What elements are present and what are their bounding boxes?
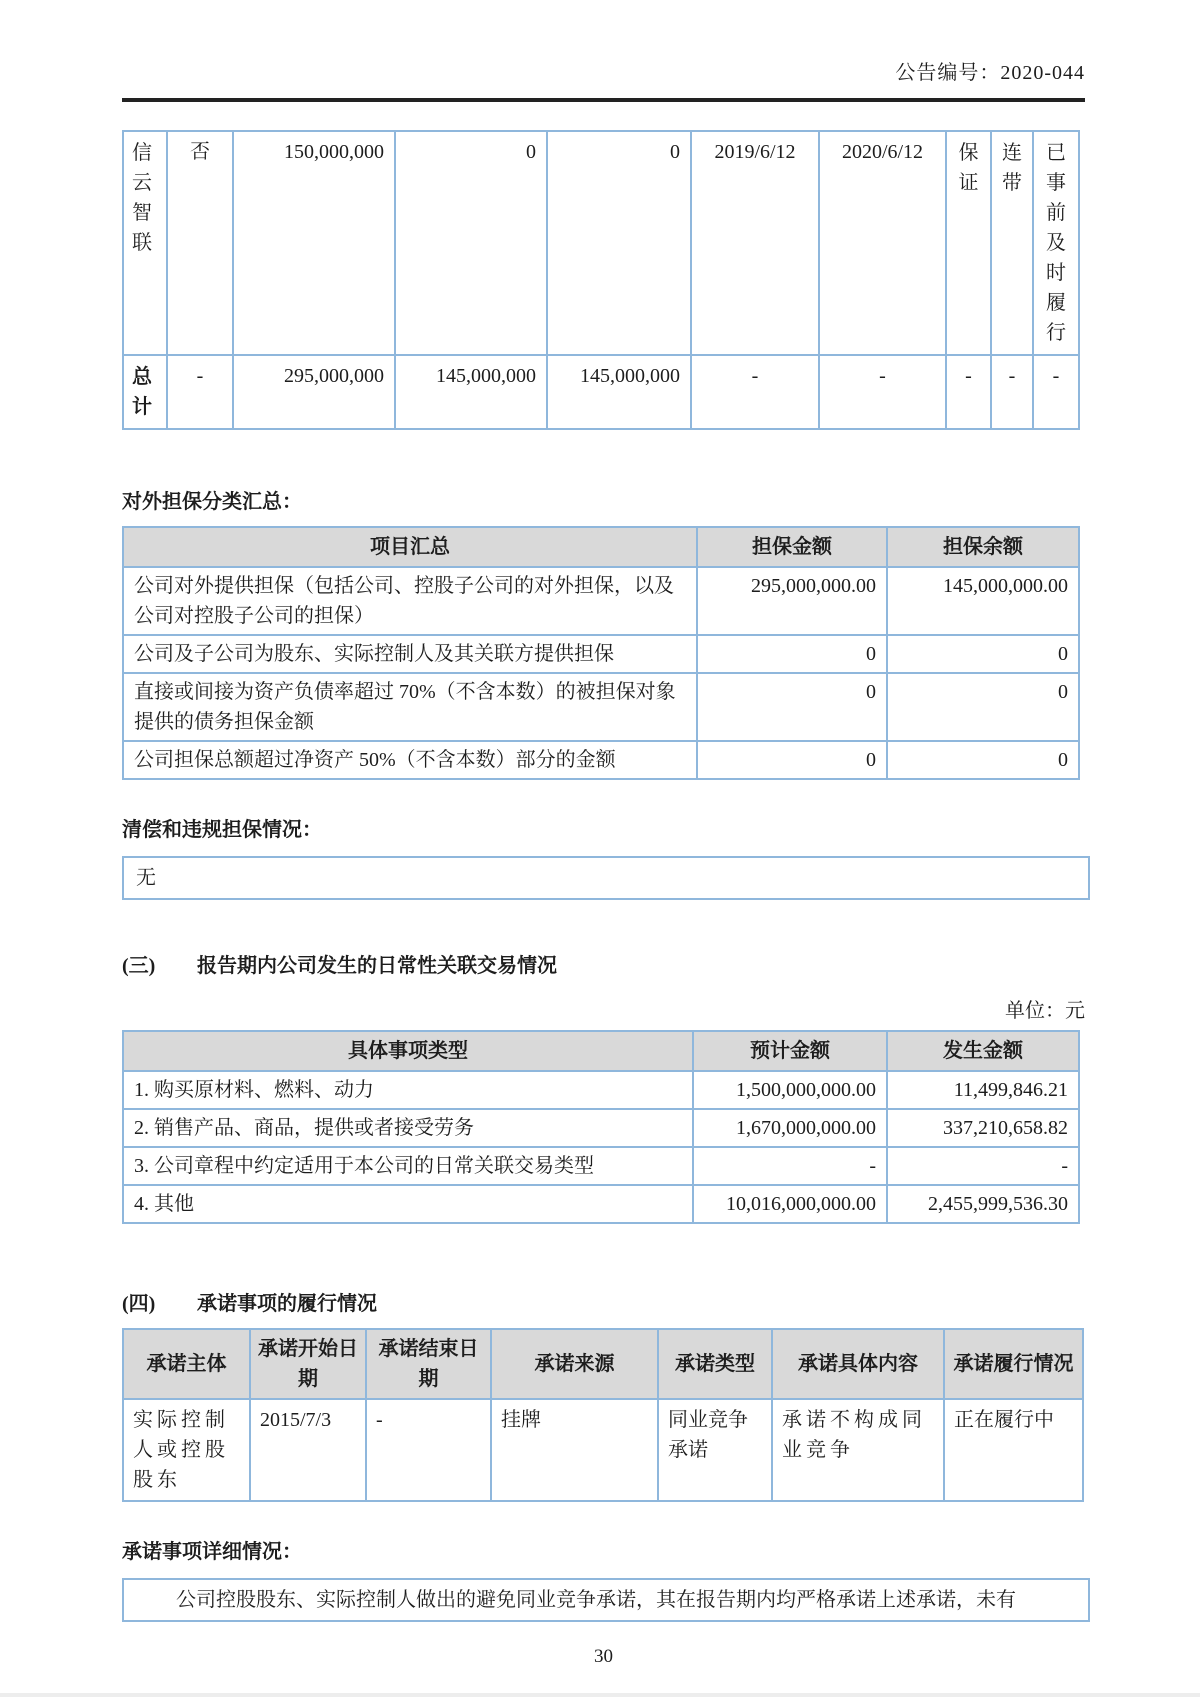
table-cell: - — [1033, 355, 1079, 429]
table-row — [123, 567, 1079, 635]
column-header: 承诺具体内容 — [772, 1329, 944, 1399]
table-cell: 2020/6/12 — [819, 131, 946, 355]
column-header: 担保余额 — [887, 527, 1079, 567]
commitment-detail-box — [122, 1578, 1090, 1622]
table-cell: 公司及子公司为股东、实际控制人及其关联方提供担保 — [123, 635, 697, 673]
table-cell: 1,500,000,000.00 — [693, 1071, 887, 1109]
header-rule — [122, 98, 1085, 102]
table-row — [123, 1071, 1079, 1109]
table-cell: 2,455,999,536.30 — [887, 1185, 1079, 1223]
column-header: 承诺结束日期 — [366, 1329, 491, 1399]
table-cell: 1,670,000,000.00 — [693, 1109, 887, 1147]
section-4-label: (四) — [122, 1293, 156, 1315]
table-header-row — [123, 1329, 1083, 1399]
guarantee-detail-table — [122, 130, 1080, 430]
table-cell: 公司对外提供担保（包括公司、控股子公司的对外担保，以及公司对控股子公司的担保） — [123, 567, 697, 635]
guarantee-summary-table — [122, 526, 1080, 780]
table-cell: - — [819, 355, 946, 429]
announcement-number: 公告编号：2020-044 — [895, 62, 1085, 84]
table-cell: 直接或间接为资产负债率超过 70%（不含本数）的被担保对象提供的债务担保金额 — [123, 673, 697, 741]
table-cell: 10,016,000,000.00 — [693, 1185, 887, 1223]
table-cell: 145,000,000.00 — [887, 567, 1079, 635]
column-header: 具体事项类型 — [123, 1031, 693, 1071]
table-cell: 1. 购买原材料、燃料、动力 — [123, 1071, 693, 1109]
table-cell: 否 — [167, 131, 233, 355]
column-header: 预计金额 — [693, 1031, 887, 1071]
table-cell: 145,000,000 — [395, 355, 547, 429]
table-cell: - — [946, 355, 991, 429]
table-cell: 0 — [887, 673, 1079, 741]
table-row — [123, 673, 1079, 741]
table-cell: 承诺不构成同业竞争 — [772, 1399, 944, 1501]
section-4-title: 承诺事项的履行情况 — [197, 1293, 377, 1315]
table-row-total — [123, 355, 1079, 429]
table-cell: 0 — [887, 635, 1079, 673]
column-header: 承诺来源 — [491, 1329, 658, 1399]
table-header-row — [123, 1031, 1079, 1071]
table-cell: 同业竞争承诺 — [658, 1399, 772, 1501]
table-row — [123, 131, 1079, 355]
table-cell: 150,000,000 — [233, 131, 395, 355]
table-cell: 0 — [697, 741, 887, 779]
column-header: 承诺类型 — [658, 1329, 772, 1399]
commitments-table — [122, 1328, 1084, 1502]
column-header: 承诺主体 — [123, 1329, 250, 1399]
table-cell: 实际控制人或控股股东 — [123, 1399, 250, 1501]
commitment-detail-text: 公司控股股东、实际控制人做出的避免同业竞争承诺，其在报告期内均严格承诺上述承诺，未有 — [176, 1589, 1016, 1611]
section-3-title: 报告期内公司发生的日常性关联交易情况 — [197, 955, 557, 977]
table-cell: 145,000,000 — [547, 355, 691, 429]
table-cell: 2019/6/12 — [691, 131, 819, 355]
table-cell: 公司担保总额超过净资产 50%（不含本数）部分的金额 — [123, 741, 697, 779]
section-4-heading — [122, 1290, 1085, 1318]
table-cell: - — [691, 355, 819, 429]
table-cell: 4. 其他 — [123, 1185, 693, 1223]
table-cell: 挂牌 — [491, 1399, 658, 1501]
column-header: 担保金额 — [697, 527, 887, 567]
page-number: 30 — [594, 1646, 613, 1667]
unit-note: 单位：元 — [1005, 1000, 1085, 1022]
table-cell: - — [366, 1399, 491, 1501]
table-header-row — [123, 527, 1079, 567]
column-header: 发生金额 — [887, 1031, 1079, 1071]
column-header: 承诺开始日期 — [250, 1329, 366, 1399]
table-row — [123, 741, 1079, 779]
table-cell: - — [887, 1147, 1079, 1185]
table-cell: - — [991, 355, 1033, 429]
table-cell: 0 — [395, 131, 547, 355]
table-cell: 337,210,658.82 — [887, 1109, 1079, 1147]
table-row — [123, 1399, 1083, 1501]
table-cell: 已事前及时履行 — [1033, 131, 1079, 355]
table-cell: 正在履行中 — [944, 1399, 1083, 1501]
table-cell: 3. 公司章程中约定适用于本公司的日常关联交易类型 — [123, 1147, 693, 1185]
liquidation-heading: 清偿和违规担保情况： — [122, 819, 322, 841]
table-cell: 0 — [697, 673, 887, 741]
table-cell: 11,499,846.21 — [887, 1071, 1079, 1109]
liquidation-content-box: 无 — [122, 856, 1090, 900]
table-cell: 295,000,000 — [233, 355, 395, 429]
table-cell: 总计 — [123, 355, 167, 429]
section-3-label: (三) — [122, 955, 156, 977]
table-cell: - — [167, 355, 233, 429]
section-3-heading — [122, 952, 1085, 980]
table-row — [123, 1185, 1079, 1223]
table-row — [123, 1147, 1079, 1185]
column-header: 承诺履行情况 — [944, 1329, 1083, 1399]
guarantee-summary-heading: 对外担保分类汇总： — [122, 491, 302, 513]
table-cell: 连带 — [991, 131, 1033, 355]
table-cell: 0 — [697, 635, 887, 673]
related-transactions-table — [122, 1030, 1080, 1224]
scan-bottom-edge — [0, 1693, 1200, 1697]
commitment-detail-heading: 承诺事项详细情况： — [122, 1541, 302, 1563]
table-row — [123, 635, 1079, 673]
table-cell: - — [693, 1147, 887, 1185]
table-cell: 0 — [887, 741, 1079, 779]
table-row — [123, 1109, 1079, 1147]
table-cell: 295,000,000.00 — [697, 567, 887, 635]
table-cell: 2015/7/3 — [250, 1399, 366, 1501]
table-cell: 信云智联 — [123, 131, 167, 355]
table-cell: 0 — [547, 131, 691, 355]
table-cell: 2. 销售产品、商品，提供或者接受劳务 — [123, 1109, 693, 1147]
column-header: 项目汇总 — [123, 527, 697, 567]
table-cell: 保证 — [946, 131, 991, 355]
